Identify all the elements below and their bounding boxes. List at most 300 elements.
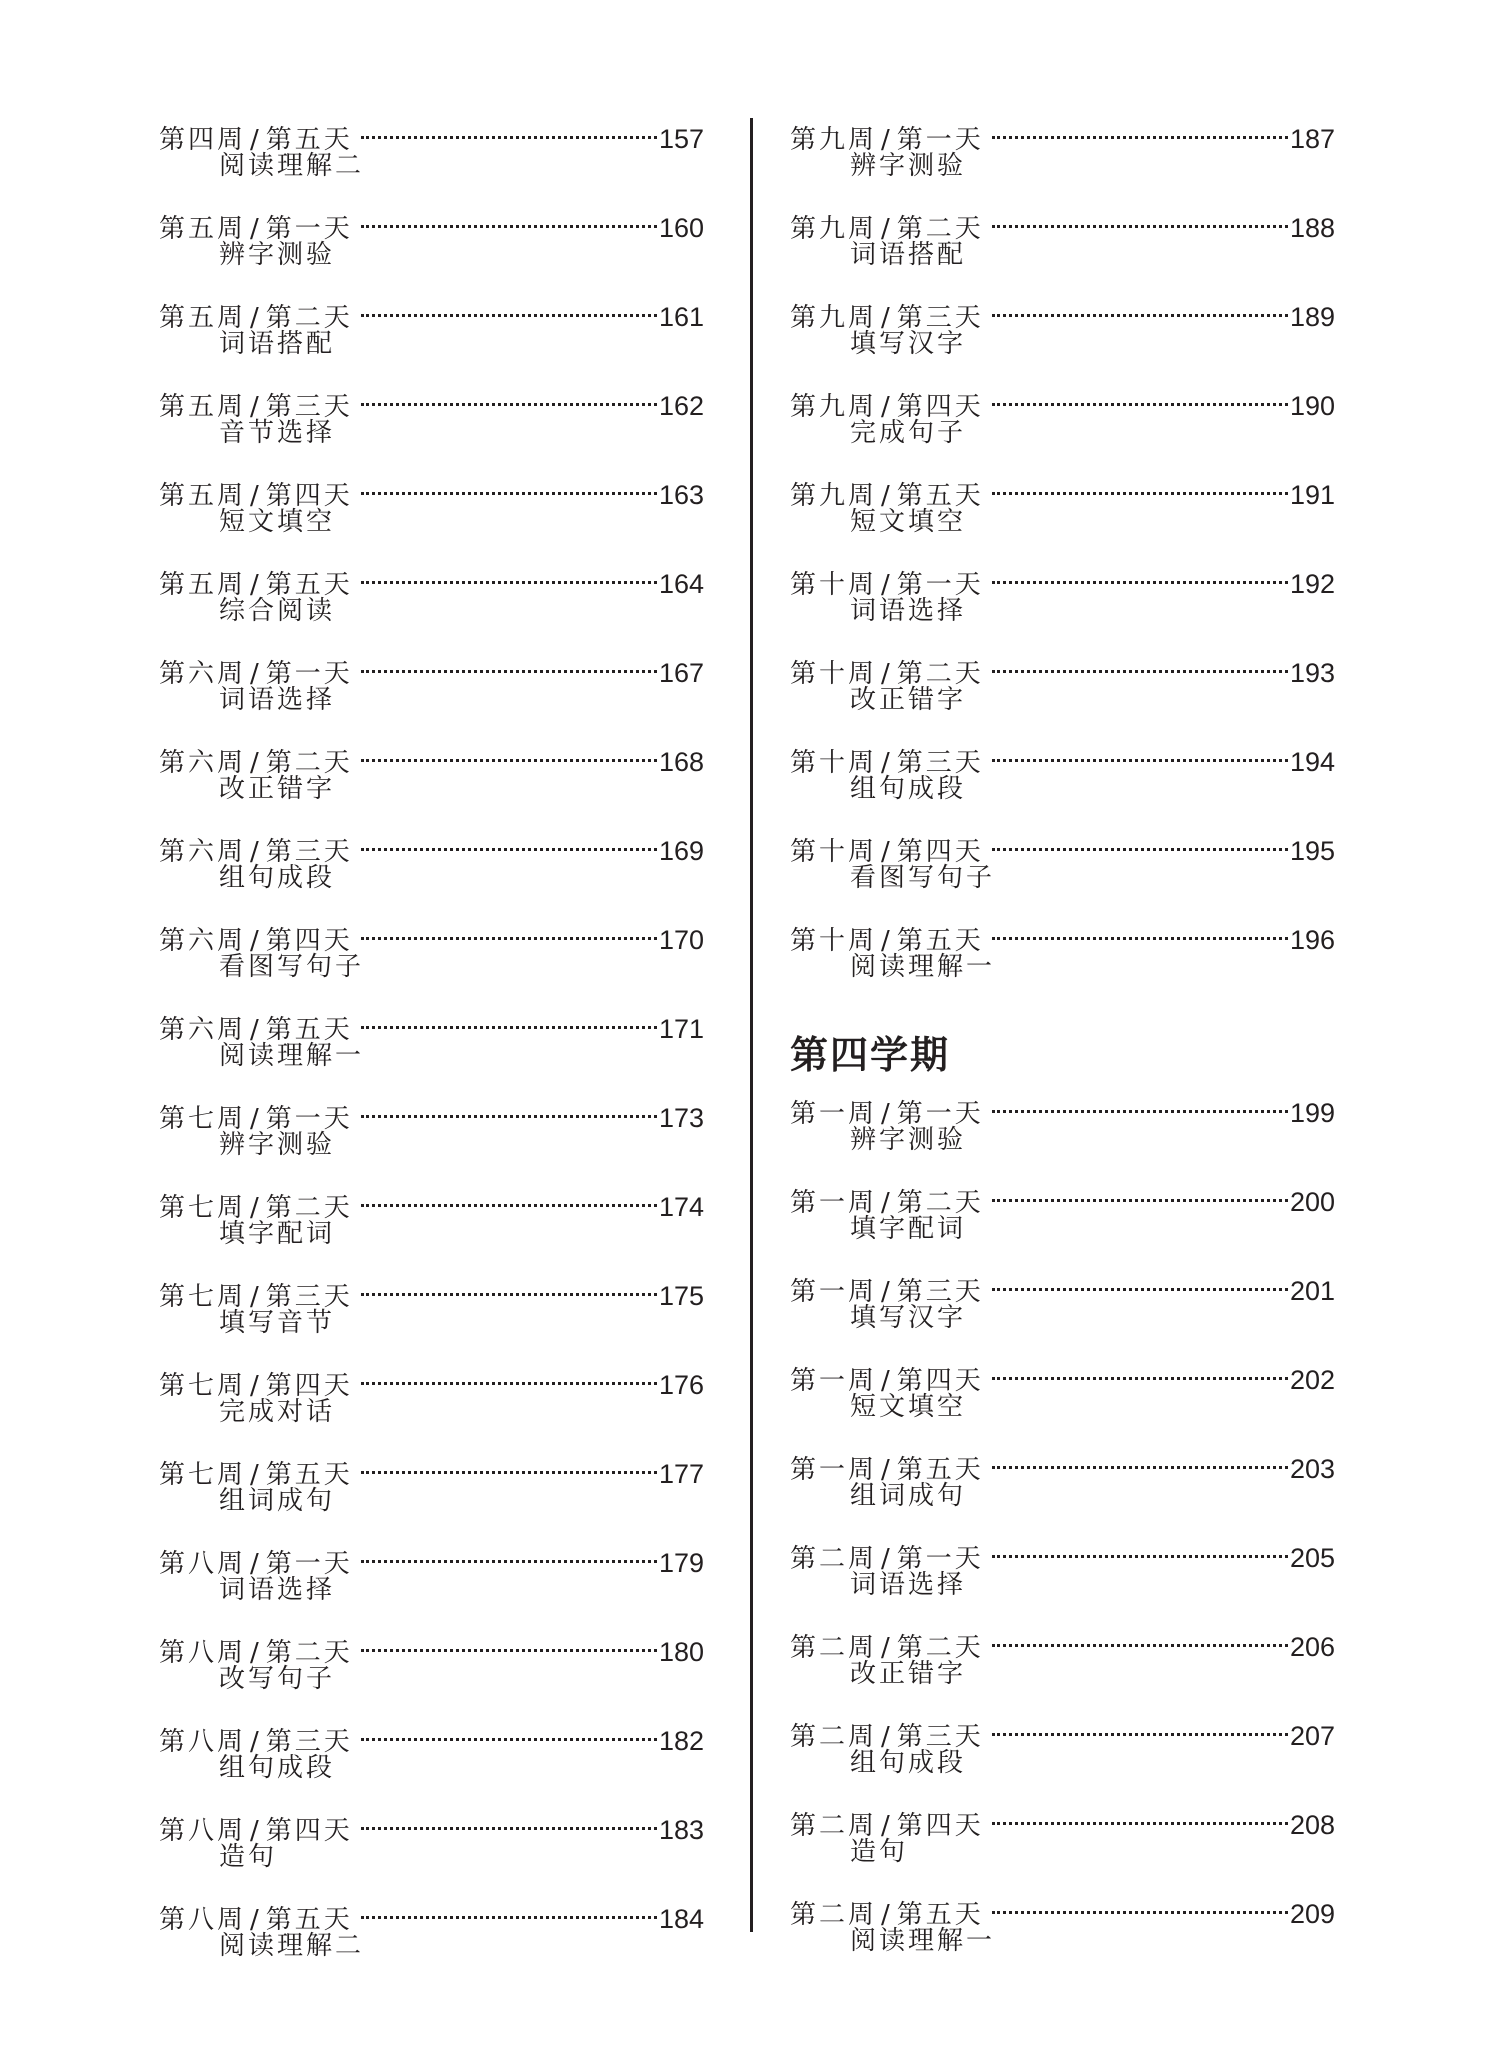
toc-entry-line (790, 1798, 1335, 1841)
toc-right-column (790, 112, 1335, 1976)
day-label: 第五天 (265, 1015, 353, 1045)
week-label: 第七周 (159, 1104, 247, 1134)
day-label: 第一天 (896, 1544, 984, 1574)
week-label: 第十周 (790, 926, 878, 956)
dot-leader (361, 1269, 657, 1305)
day-label: 第四天 (896, 1366, 984, 1396)
toc-entry-topic: 填写汉字 (850, 1303, 967, 1333)
dot-leader (361, 1002, 657, 1038)
toc-entry-topic: 组句成段 (219, 1753, 336, 1783)
toc-entry-line (790, 1620, 1335, 1663)
page-number: 203 (1289, 1454, 1335, 1484)
dot-leader (992, 1175, 1288, 1211)
toc-entry-line (790, 1709, 1335, 1752)
page-number: 168 (658, 747, 704, 777)
dot-leader (992, 201, 1288, 237)
toc-entry-topic: 阅读理解一 (850, 1926, 996, 1956)
toc-entry-topic: 词语选择 (219, 1575, 336, 1605)
week-label: 第六周 (159, 1015, 247, 1045)
toc-entry-line (790, 1887, 1335, 1930)
week-label: 第五周 (159, 214, 247, 244)
toc-entry-topic: 词语搭配 (850, 240, 967, 270)
page-number: 200 (1289, 1187, 1335, 1217)
separator: / (250, 748, 262, 778)
separator: / (250, 1638, 262, 1668)
dot-leader (361, 1091, 657, 1127)
toc-entry[interactable] (790, 646, 1335, 735)
toc-entry-line (159, 112, 704, 155)
toc-entry-topic: 改正错字 (850, 1659, 967, 1689)
page-number: 164 (658, 569, 704, 599)
page-number: 182 (658, 1726, 704, 1756)
day-label: 第二天 (896, 659, 984, 689)
dot-leader (361, 557, 657, 593)
toc-entry-topic: 填写汉字 (850, 329, 967, 359)
week-label: 第九周 (790, 214, 878, 244)
dot-leader (992, 1887, 1288, 1923)
day-label: 第三天 (896, 1277, 984, 1307)
toc-entry[interactable] (159, 112, 704, 201)
separator: / (250, 926, 262, 956)
toc-entry-line (790, 290, 1335, 333)
page-number: 199 (1289, 1098, 1335, 1128)
week-label: 第八周 (159, 1638, 247, 1668)
day-label: 第五天 (896, 481, 984, 511)
week-label: 第十周 (790, 570, 878, 600)
separator: / (250, 1727, 262, 1757)
separator: / (881, 1811, 893, 1841)
toc-entry-topic: 改写句子 (219, 1664, 336, 1694)
dot-leader (992, 646, 1288, 682)
toc-entry-line (159, 1447, 704, 1490)
toc-entry-topic: 改正错字 (850, 685, 967, 715)
page-number: 191 (1289, 480, 1335, 510)
toc-entry-topic: 阅读理解二 (219, 1931, 365, 1961)
toc-entry-topic: 音节选择 (219, 418, 336, 448)
week-label: 第一周 (790, 1277, 878, 1307)
dot-leader (992, 112, 1288, 148)
page-number: 187 (1289, 124, 1335, 154)
separator: / (250, 1015, 262, 1045)
separator: / (881, 837, 893, 867)
day-label: 第三天 (896, 1722, 984, 1752)
page-number: 169 (658, 836, 704, 866)
toc-entry[interactable] (790, 824, 1335, 913)
toc-entry-line (159, 379, 704, 422)
day-label: 第四天 (896, 392, 984, 422)
toc-entry-topic: 阅读理解一 (219, 1041, 365, 1071)
toc-entry-topic: 填字配词 (850, 1214, 967, 1244)
toc-entry-line (159, 824, 704, 867)
dot-leader (992, 1709, 1288, 1745)
toc-entry-line (790, 824, 1335, 867)
page-number: 173 (658, 1103, 704, 1133)
week-label: 第九周 (790, 481, 878, 511)
toc-entry[interactable] (790, 1620, 1335, 1709)
toc-entry-topic: 组句成段 (850, 1748, 967, 1778)
week-label: 第四周 (159, 125, 247, 155)
day-label: 第一天 (265, 1104, 353, 1134)
week-label: 第五周 (159, 481, 247, 511)
day-label: 第三天 (265, 1727, 353, 1757)
toc-left-column (159, 112, 704, 1981)
toc-entry-topic: 造句 (219, 1842, 278, 1872)
separator: / (250, 1905, 262, 1935)
page-number: 189 (1289, 302, 1335, 332)
week-label: 第六周 (159, 659, 247, 689)
day-label: 第一天 (896, 570, 984, 600)
week-label: 第六周 (159, 748, 247, 778)
toc-entry[interactable] (159, 1803, 704, 1892)
toc-entry[interactable] (790, 913, 1335, 1002)
toc-entry[interactable] (790, 1798, 1335, 1887)
week-label: 第七周 (159, 1193, 247, 1223)
toc-entry-line (159, 1714, 704, 1757)
toc-entry[interactable] (159, 1358, 704, 1447)
day-label: 第五天 (265, 1905, 353, 1935)
day-label: 第四天 (265, 1371, 353, 1401)
separator: / (881, 1633, 893, 1663)
toc-entry-topic: 辨字测验 (219, 240, 336, 270)
toc-entry-topic: 辨字测验 (850, 1125, 967, 1155)
toc-entry-line (159, 1803, 704, 1846)
separator: / (250, 303, 262, 333)
day-label: 第二天 (265, 1193, 353, 1223)
week-label: 第八周 (159, 1549, 247, 1579)
day-label: 第三天 (896, 303, 984, 333)
toc-entry-topic: 完成对话 (219, 1397, 336, 1427)
separator: / (881, 125, 893, 155)
week-label: 第八周 (159, 1727, 247, 1757)
toc-entry-topic: 组词成句 (219, 1486, 336, 1516)
toc-entry-topic: 辨字测验 (850, 151, 967, 181)
toc-entry[interactable] (790, 112, 1335, 201)
separator: / (881, 1544, 893, 1574)
dot-leader (361, 1892, 657, 1928)
page-number: 162 (658, 391, 704, 421)
day-label: 第二天 (896, 1633, 984, 1663)
toc-entry-line (159, 557, 704, 600)
page-number: 179 (658, 1548, 704, 1578)
separator: / (881, 926, 893, 956)
week-label: 第九周 (790, 125, 878, 155)
dot-leader (361, 1536, 657, 1572)
toc-entry[interactable] (159, 1892, 704, 1981)
day-label: 第三天 (265, 392, 353, 422)
toc-entry-line (159, 201, 704, 244)
week-label: 第十周 (790, 659, 878, 689)
toc-entry[interactable] (790, 1175, 1335, 1264)
toc-entry[interactable] (790, 201, 1335, 290)
dot-leader (361, 468, 657, 504)
page-number: 183 (658, 1815, 704, 1845)
toc-entry-topic: 组词成句 (850, 1481, 967, 1511)
dot-leader (361, 824, 657, 860)
day-label: 第五天 (265, 570, 353, 600)
separator: / (881, 659, 893, 689)
toc-entry-line (790, 1175, 1335, 1218)
separator: / (250, 1282, 262, 1312)
toc-entry[interactable] (790, 1264, 1335, 1353)
day-label: 第一天 (265, 659, 353, 689)
separator: / (881, 1099, 893, 1129)
week-label: 第七周 (159, 1371, 247, 1401)
separator: / (250, 481, 262, 511)
dot-leader (992, 1442, 1288, 1478)
week-label: 第一周 (790, 1188, 878, 1218)
toc-entry[interactable] (790, 1442, 1335, 1531)
dot-leader (361, 1180, 657, 1216)
toc-entry-topic: 造句 (850, 1837, 909, 1867)
page-number: 161 (658, 302, 704, 332)
week-label: 第九周 (790, 303, 878, 333)
dot-leader (361, 913, 657, 949)
week-label: 第一周 (790, 1366, 878, 1396)
week-label: 第七周 (159, 1282, 247, 1312)
week-label: 第六周 (159, 926, 247, 956)
day-label: 第二天 (896, 1188, 984, 1218)
toc-entry[interactable] (159, 1269, 704, 1358)
separator: / (250, 837, 262, 867)
toc-entry[interactable] (159, 1447, 704, 1536)
dot-leader (361, 201, 657, 237)
separator: / (881, 214, 893, 244)
week-label: 第二周 (790, 1544, 878, 1574)
page-number: 209 (1289, 1899, 1335, 1929)
dot-leader (361, 1358, 657, 1394)
day-label: 第五天 (896, 1455, 984, 1485)
toc-entry-topic: 完成句子 (850, 418, 967, 448)
toc-entry-line (159, 290, 704, 333)
dot-leader (992, 1086, 1288, 1122)
day-label: 第四天 (265, 481, 353, 511)
toc-entry[interactable] (790, 1353, 1335, 1442)
toc-entry-line (790, 468, 1335, 511)
toc-entry[interactable] (159, 913, 704, 1002)
week-label: 第十周 (790, 837, 878, 867)
toc-entry-topic: 填写音节 (219, 1308, 336, 1338)
separator: / (881, 1277, 893, 1307)
toc-entry[interactable] (790, 735, 1335, 824)
dot-leader (992, 1531, 1288, 1567)
week-label: 第一周 (790, 1099, 878, 1129)
week-label: 第二周 (790, 1900, 878, 1930)
dot-leader (361, 646, 657, 682)
page-number: 176 (658, 1370, 704, 1400)
toc-entry-topic: 改正错字 (219, 774, 336, 804)
toc-entry-topic: 词语搭配 (219, 329, 336, 359)
toc-entry-line (159, 1002, 704, 1045)
toc-entry[interactable] (159, 1714, 704, 1803)
page-number: 180 (658, 1637, 704, 1667)
toc-entry-line (790, 1353, 1335, 1396)
separator: / (881, 1455, 893, 1485)
toc-entry-line (159, 646, 704, 689)
page-number: 196 (1289, 925, 1335, 955)
toc-entry[interactable] (159, 1002, 704, 1091)
toc-entry-topic: 词语选择 (219, 685, 336, 715)
toc-entry-line (790, 913, 1335, 956)
column-divider (750, 118, 753, 1932)
separator: / (250, 1371, 262, 1401)
dot-leader (361, 1447, 657, 1483)
toc-entry-topic: 阅读理解二 (219, 151, 365, 181)
toc-entry[interactable] (790, 1531, 1335, 1620)
separator: / (250, 1193, 262, 1223)
page-number: 194 (1289, 747, 1335, 777)
day-label: 第三天 (265, 837, 353, 867)
day-label: 第二天 (265, 303, 353, 333)
page-number: 175 (658, 1281, 704, 1311)
dot-leader (992, 1798, 1288, 1834)
dot-leader (361, 735, 657, 771)
day-label: 第三天 (265, 1282, 353, 1312)
week-label: 第六周 (159, 837, 247, 867)
separator: / (250, 659, 262, 689)
toc-entry-topic: 词语选择 (850, 596, 967, 626)
toc-entry-topic: 短文填空 (850, 507, 967, 537)
toc-entry-topic: 看图写句子 (850, 863, 996, 893)
toc-entry[interactable] (159, 1180, 704, 1269)
dot-leader (361, 379, 657, 415)
toc-entry[interactable] (790, 290, 1335, 379)
toc-entry-line (790, 646, 1335, 689)
separator: / (881, 1722, 893, 1752)
toc-entry-line (159, 1536, 704, 1579)
dot-leader (992, 913, 1288, 949)
toc-entry-line (159, 735, 704, 778)
toc-entry[interactable] (159, 290, 704, 379)
dot-leader (992, 290, 1288, 326)
day-label: 第三天 (896, 748, 984, 778)
day-label: 第四天 (896, 1811, 984, 1841)
week-label: 第二周 (790, 1722, 878, 1752)
dot-leader (361, 290, 657, 326)
day-label: 第五天 (265, 1460, 353, 1490)
toc-entry[interactable] (159, 824, 704, 913)
toc-entry[interactable] (159, 379, 704, 468)
separator: / (881, 1366, 893, 1396)
toc-entry[interactable] (159, 201, 704, 290)
toc-entry[interactable] (159, 646, 704, 735)
day-label: 第一天 (265, 214, 353, 244)
toc-entry-line (790, 735, 1335, 778)
page-number: 207 (1289, 1721, 1335, 1751)
week-label: 第九周 (790, 392, 878, 422)
dot-leader (992, 824, 1288, 860)
page-number: 192 (1289, 569, 1335, 599)
page-number: 208 (1289, 1810, 1335, 1840)
week-label: 第七周 (159, 1460, 247, 1490)
toc-entry[interactable] (790, 1086, 1335, 1175)
toc-entry[interactable] (790, 468, 1335, 557)
toc-entry-line (159, 913, 704, 956)
toc-entry-line (790, 201, 1335, 244)
toc-entry[interactable] (159, 1536, 704, 1625)
page-number: 202 (1289, 1365, 1335, 1395)
week-label: 第二周 (790, 1811, 878, 1841)
separator: / (881, 748, 893, 778)
separator: / (881, 392, 893, 422)
day-label: 第四天 (265, 1816, 353, 1846)
dot-leader (992, 379, 1288, 415)
toc-entry[interactable] (159, 735, 704, 824)
separator: / (250, 570, 262, 600)
page-number: 157 (658, 124, 704, 154)
toc-entry[interactable] (159, 1625, 704, 1714)
toc-entry-topic: 综合阅读 (219, 596, 336, 626)
toc-entry[interactable] (790, 1887, 1335, 1976)
day-label: 第五天 (265, 125, 353, 155)
toc-entry-line (159, 1625, 704, 1668)
dot-leader (992, 1620, 1288, 1656)
week-label: 第八周 (159, 1816, 247, 1846)
toc-entry-topic: 组句成段 (850, 774, 967, 804)
separator: / (250, 125, 262, 155)
page-number: 195 (1289, 836, 1335, 866)
dot-leader (361, 112, 657, 148)
page-number: 206 (1289, 1632, 1335, 1662)
toc-section-entries (790, 1086, 1335, 1976)
day-label: 第一天 (896, 1099, 984, 1129)
page-number: 171 (658, 1014, 704, 1044)
dot-leader (992, 557, 1288, 593)
separator: / (250, 392, 262, 422)
toc-entry-topic: 看图写句子 (219, 952, 365, 982)
dot-leader (992, 735, 1288, 771)
toc-entry-topic: 阅读理解一 (850, 952, 996, 982)
toc-entry[interactable] (159, 468, 704, 557)
week-label: 第二周 (790, 1633, 878, 1663)
toc-entry-line (790, 557, 1335, 600)
week-label: 第五周 (159, 392, 247, 422)
page-number: 193 (1289, 658, 1335, 688)
day-label: 第二天 (265, 1638, 353, 1668)
page-number: 170 (658, 925, 704, 955)
toc-entry[interactable] (159, 1091, 704, 1180)
page-number: 205 (1289, 1543, 1335, 1573)
dot-leader (992, 1353, 1288, 1389)
separator: / (250, 1460, 262, 1490)
separator: / (881, 481, 893, 511)
toc-entry[interactable] (790, 1709, 1335, 1798)
separator: / (881, 1900, 893, 1930)
page-number: 177 (658, 1459, 704, 1489)
toc-entry[interactable] (159, 557, 704, 646)
page-number: 188 (1289, 213, 1335, 243)
section-heading-fourth-term: 第四学期 (790, 1033, 951, 1077)
day-label: 第五天 (896, 926, 984, 956)
dot-leader (361, 1803, 657, 1839)
toc-entry-topic: 短文填空 (219, 507, 336, 537)
dot-leader (992, 468, 1288, 504)
toc-entry-line (159, 1358, 704, 1401)
week-label: 第十周 (790, 748, 878, 778)
week-label: 第五周 (159, 303, 247, 333)
page-number: 160 (658, 213, 704, 243)
toc-entry[interactable] (790, 557, 1335, 646)
toc-entry-line (159, 1269, 704, 1312)
dot-leader (361, 1625, 657, 1661)
toc-entry-line (159, 1892, 704, 1935)
separator: / (250, 1549, 262, 1579)
week-label: 第五周 (159, 570, 247, 600)
page-number: 201 (1289, 1276, 1335, 1306)
day-label: 第五天 (896, 1900, 984, 1930)
toc-entry[interactable] (790, 379, 1335, 468)
toc-entry-line (790, 112, 1335, 155)
separator: / (881, 303, 893, 333)
